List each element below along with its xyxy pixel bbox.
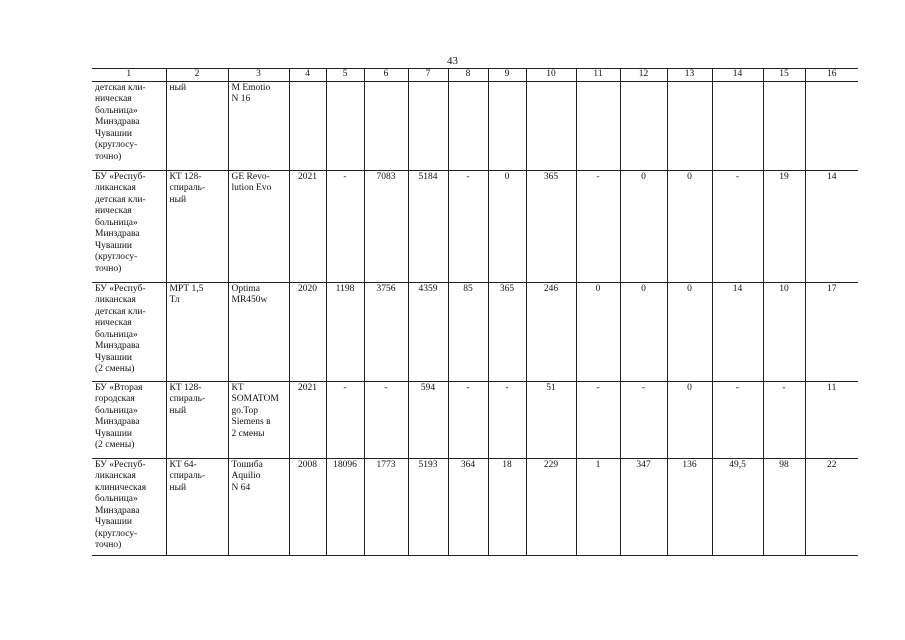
value-cell: - bbox=[576, 381, 620, 458]
value-cell: 0 bbox=[576, 282, 620, 381]
value-cell bbox=[326, 81, 364, 170]
cell-line: ническая bbox=[95, 318, 132, 328]
column-header: 5 bbox=[326, 69, 364, 82]
cell-line: N 16 bbox=[231, 94, 251, 104]
value-cell: 365 bbox=[488, 282, 526, 381]
value-cell: 11 bbox=[805, 381, 858, 458]
cell-line: Чувашии bbox=[95, 517, 132, 527]
cell-line: спираль- bbox=[169, 183, 206, 193]
cell-line: Чувашии bbox=[95, 428, 132, 439]
cell-line: КТ 128- bbox=[169, 382, 202, 393]
table-body bbox=[92, 81, 858, 555]
value-cell: - bbox=[326, 381, 364, 458]
cell-line: точно) bbox=[95, 263, 122, 274]
cell-line: точно) bbox=[95, 540, 122, 550]
value-cell: 364 bbox=[448, 458, 488, 555]
value-cell: - bbox=[763, 381, 805, 458]
cell-line: клиническая bbox=[95, 482, 147, 493]
cell-line: больница» bbox=[95, 405, 138, 416]
cell-line: детская кли- bbox=[95, 194, 146, 205]
cell-line: SOMATOM bbox=[231, 394, 279, 404]
equipment-type-cell bbox=[166, 458, 228, 555]
value-cell: - bbox=[448, 170, 488, 282]
value-cell: 10 bbox=[763, 282, 805, 381]
cell-line: БУ «Вторая bbox=[95, 382, 143, 393]
value-cell: 2008 bbox=[289, 458, 326, 555]
cell-line: N 64 bbox=[231, 482, 251, 493]
value-cell bbox=[712, 81, 763, 170]
value-cell: 14 bbox=[712, 282, 763, 381]
cell-line: Чувашии bbox=[95, 128, 132, 139]
institution-cell bbox=[92, 170, 166, 282]
cell-line: Минздрава bbox=[95, 505, 140, 516]
column-header: 4 bbox=[289, 69, 326, 82]
value-cell: 51 bbox=[526, 381, 576, 458]
value-cell: 365 bbox=[526, 170, 576, 282]
cell-line: Optima bbox=[231, 283, 260, 294]
value-cell: - bbox=[448, 381, 488, 458]
table-row bbox=[92, 170, 858, 282]
column-header: 10 bbox=[526, 69, 576, 82]
cell-line: БУ «Респуб- bbox=[95, 459, 146, 470]
cell-line: КТ 64- bbox=[169, 459, 197, 470]
table-row bbox=[92, 81, 858, 170]
value-cell: 5184 bbox=[408, 170, 448, 282]
cell-line: (круглосу- bbox=[95, 252, 138, 262]
value-cell: 0 bbox=[667, 381, 712, 458]
equipment-type-cell bbox=[166, 381, 228, 458]
value-cell: - bbox=[620, 381, 667, 458]
value-cell: - bbox=[364, 381, 408, 458]
value-cell bbox=[289, 81, 326, 170]
cell-line: Siemens в bbox=[231, 417, 271, 427]
value-cell: 136 bbox=[667, 458, 712, 555]
cell-line: lution Evo bbox=[231, 183, 272, 193]
cell-line: Тл bbox=[169, 295, 180, 305]
column-header: 9 bbox=[488, 69, 526, 82]
data-table bbox=[92, 68, 858, 556]
column-header: 13 bbox=[667, 69, 712, 82]
model-cell bbox=[228, 381, 289, 458]
table-row bbox=[92, 381, 858, 458]
cell-line: (круглосу- bbox=[95, 528, 138, 539]
value-cell bbox=[667, 81, 712, 170]
value-cell: 18096 bbox=[326, 458, 364, 555]
cell-line: ный bbox=[169, 194, 187, 205]
cell-line: точно) bbox=[95, 151, 122, 162]
column-header: 16 bbox=[805, 69, 858, 82]
model-cell bbox=[228, 282, 289, 381]
cell-line: 2 смены bbox=[231, 428, 265, 439]
cell-line: (круглосу- bbox=[95, 140, 138, 150]
value-cell: 347 bbox=[620, 458, 667, 555]
institution-cell bbox=[92, 458, 166, 555]
model-cell bbox=[228, 458, 289, 555]
value-cell: - bbox=[326, 170, 364, 282]
value-cell: - bbox=[712, 170, 763, 282]
cell-line: детская кли- bbox=[95, 306, 146, 317]
cell-line: Aquilio bbox=[231, 471, 261, 481]
cell-line: больница» bbox=[95, 329, 138, 340]
cell-line: БУ «Респуб- bbox=[95, 171, 146, 182]
value-cell: 49,5 bbox=[712, 458, 763, 555]
value-cell: 594 bbox=[408, 381, 448, 458]
value-cell: 0 bbox=[620, 170, 667, 282]
value-cell bbox=[488, 81, 526, 170]
value-cell: 246 bbox=[526, 282, 576, 381]
value-cell: 18 bbox=[488, 458, 526, 555]
cell-line: Чувашии bbox=[95, 352, 132, 363]
value-cell: 1 bbox=[576, 458, 620, 555]
value-cell: 0 bbox=[620, 282, 667, 381]
cell-line: (2 смены) bbox=[95, 364, 135, 374]
value-cell: 2020 bbox=[289, 282, 326, 381]
cell-line: КТ bbox=[231, 382, 244, 393]
cell-line: MR450w bbox=[231, 295, 268, 305]
value-cell: 5193 bbox=[408, 458, 448, 555]
value-cell bbox=[620, 81, 667, 170]
cell-line: детская кли- bbox=[95, 82, 146, 93]
institution-cell bbox=[92, 81, 166, 170]
value-cell: 229 bbox=[526, 458, 576, 555]
value-cell: 0 bbox=[667, 170, 712, 282]
cell-line: ликанская bbox=[95, 183, 136, 193]
value-cell: 1198 bbox=[326, 282, 364, 381]
column-header: 11 bbox=[576, 69, 620, 82]
column-header: 7 bbox=[408, 69, 448, 82]
value-cell: - bbox=[488, 381, 526, 458]
cell-line: больница» bbox=[95, 494, 138, 504]
value-cell: 1773 bbox=[364, 458, 408, 555]
cell-line: городская bbox=[95, 394, 135, 404]
cell-line: M Emotio bbox=[231, 82, 271, 93]
cell-line: ническая bbox=[95, 206, 132, 216]
column-header: 2 bbox=[166, 69, 228, 82]
cell-line: КТ 128- bbox=[169, 171, 202, 182]
cell-line: больница» bbox=[95, 105, 138, 116]
model-cell bbox=[228, 81, 289, 170]
equipment-type-cell bbox=[166, 170, 228, 282]
model-cell bbox=[228, 170, 289, 282]
cell-line: (2 смены) bbox=[95, 440, 135, 450]
value-cell: 2021 bbox=[289, 170, 326, 282]
institution-cell bbox=[92, 282, 166, 381]
cell-line: Минздрава bbox=[95, 117, 140, 127]
cell-line: GE Revo- bbox=[231, 171, 270, 182]
cell-line: Минздрава bbox=[95, 229, 140, 239]
value-cell bbox=[408, 81, 448, 170]
cell-line: Чувашии bbox=[95, 240, 132, 251]
value-cell: 22 bbox=[805, 458, 858, 555]
column-header: 3 bbox=[228, 69, 289, 82]
value-cell: 2021 bbox=[289, 381, 326, 458]
column-header: 15 bbox=[763, 69, 805, 82]
page-number: 43 bbox=[447, 55, 458, 67]
cell-line: БУ «Респуб- bbox=[95, 283, 146, 294]
value-cell: 17 bbox=[805, 282, 858, 381]
header-row bbox=[92, 69, 858, 82]
column-header: 8 bbox=[448, 69, 488, 82]
value-cell: 19 bbox=[763, 170, 805, 282]
equipment-type-cell bbox=[166, 282, 228, 381]
value-cell bbox=[763, 81, 805, 170]
cell-line: Минздрава bbox=[95, 417, 140, 427]
value-cell: 7083 bbox=[364, 170, 408, 282]
cell-line: спираль- bbox=[169, 471, 206, 481]
cell-line: ный bbox=[169, 82, 187, 93]
value-cell: - bbox=[712, 381, 763, 458]
institution-cell bbox=[92, 381, 166, 458]
value-cell: 0 bbox=[488, 170, 526, 282]
cell-line: больница» bbox=[95, 217, 138, 228]
value-cell: 85 bbox=[448, 282, 488, 381]
cell-line: Минздрава bbox=[95, 341, 140, 351]
column-header: 14 bbox=[712, 69, 763, 82]
cell-line: ликанская bbox=[95, 295, 136, 305]
value-cell bbox=[448, 81, 488, 170]
value-cell: 3756 bbox=[364, 282, 408, 381]
cell-line: спираль- bbox=[169, 394, 206, 404]
value-cell bbox=[526, 81, 576, 170]
cell-line: ликанская bbox=[95, 471, 136, 481]
value-cell: 4359 bbox=[408, 282, 448, 381]
value-cell: - bbox=[576, 170, 620, 282]
cell-line: Тошиба bbox=[231, 459, 263, 470]
cell-line: ный bbox=[169, 405, 187, 416]
cell-line: ный bbox=[169, 482, 187, 493]
value-cell bbox=[364, 81, 408, 170]
cell-line: go.Top bbox=[231, 405, 259, 416]
cell-line: МРТ 1,5 bbox=[169, 283, 204, 294]
value-cell: 98 bbox=[763, 458, 805, 555]
equipment-type-cell bbox=[166, 81, 228, 170]
table-row bbox=[92, 282, 858, 381]
cell-line: ническая bbox=[95, 94, 132, 104]
value-cell bbox=[805, 81, 858, 170]
column-header: 1 bbox=[92, 69, 166, 82]
table-row bbox=[92, 458, 858, 555]
value-cell: 0 bbox=[667, 282, 712, 381]
value-cell bbox=[576, 81, 620, 170]
value-cell: 14 bbox=[805, 170, 858, 282]
column-header: 12 bbox=[620, 69, 667, 82]
column-header: 6 bbox=[364, 69, 408, 82]
